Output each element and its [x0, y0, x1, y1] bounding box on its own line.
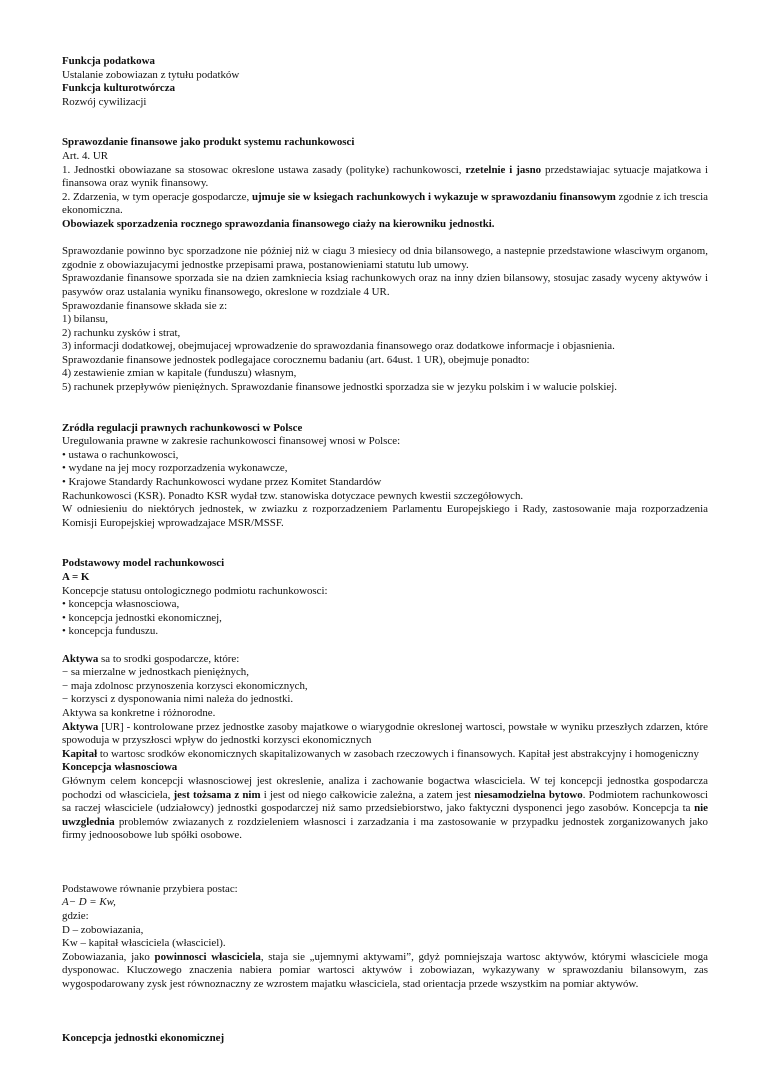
article-ref: Art. 4. UR [62, 149, 108, 162]
heading-funkcja-kulturotworcza: Funkcja kulturotwórcza [62, 82, 176, 95]
paragraph-zobowiazania [62, 951, 708, 992]
bold-run: rzetelnie i jasno [465, 163, 542, 176]
list-item: 5) rachunek przepływów pieniężnych. Sprawozdanie finansowe jednostki sporzadza sie w jezyku polskim i w walucie polskiej. [62, 381, 617, 394]
paragraph-obowiazek: Obowiazek sporzadzenia rocznego sprawozdania finansowego ciaży na kierowniku jednostki. [62, 217, 495, 230]
text-run: przedstawiajac sytuacje majatkowa i finansowa oraz wynik finansowy. [62, 163, 708, 190]
definition-d: D – zobowiazania, [62, 923, 144, 936]
paragraph-kapital [62, 748, 708, 762]
paragraph-zrodla-intro: Uregulowania prawne w zakresie rachunkowosci finansowej wnosi w Polsce: [62, 435, 401, 448]
text-funkcja-kulturotworcza: Rozwój cywilizacji [62, 95, 147, 108]
list-item: • koncepcja własnosciowa, [62, 598, 180, 611]
bold-run: jest tożsama z nim [173, 788, 261, 801]
text-run: to wartosc srodków ekonomicznych skapitalizowanych w zasobach rzeczowych i finansowych. Kapitał jest abstrakcyjny i homogeniczny [97, 747, 699, 760]
paragraph-art4-2 [62, 191, 708, 218]
list-item: • Krajowe Standardy Rachunkowosci wydane przez Komitet Standardów [62, 476, 382, 489]
paragraph-koncepcje-intro: Koncepcje statusu ontologicznego podmiotu rachunkowosci: [62, 584, 328, 597]
heading-sprawozdanie: Sprawozdanie finansowe jako produkt systemu rachunkowosci [62, 136, 355, 149]
heading-jednostka-ekonomiczna: Koncepcja jednostki ekonomicznej [62, 1031, 225, 1044]
list-item: 2) rachunku zysków i strat, [62, 326, 181, 339]
list-item: 1) bilansu, [62, 313, 108, 326]
paragraph-sklada-sie: Sprawozdanie finansowe składa sie z: [62, 299, 228, 312]
paragraph-msr: W odniesieniu do niektórych jednostek, w zwiazku z rozporzadzeniem Parlamentu Europejskiego i Rady, zastosowanie maja rozporzadzenia Komisji Europejskiej wprowadzajace MSR/MSSF. [62, 503, 708, 529]
text-run: zgodnie z ich trescia ekonomiczna. [62, 190, 709, 217]
list-item-continuation: Rachunkowosci (KSR). Ponadto KSR wydał tzw. stanowiska dotyczace pewnych kwestii szczegółowych. [62, 489, 524, 502]
paragraph-koncepcja-wlasnosciowa [62, 775, 708, 843]
paragraph-aktywa [62, 653, 708, 667]
text-run: Głównym celem koncepcji własnosciowej jest okreslenie, analiza i zachowanie bogactwa własciciela. W tej koncepcji jednostka gospodarcza pochodzi od własciciela, [62, 774, 708, 801]
section-model [62, 557, 708, 639]
spacer [62, 992, 708, 1032]
paragraph-art4-1 [62, 164, 708, 191]
text-run: Zobowiazania, jako [62, 950, 155, 963]
text-run: [UR] - kontrolowane przez jednostke zasoby majatkowe o wiarygodnie okreslonej wartosci, powstałe w wyniku przeszłych zdarzen, które spowoduja w przyszłosci wpływ do jednostki korzysci ekonomicznych [62, 720, 708, 747]
text-run: 2. Zdarzenia, w tym operacje gospodarcze, [62, 190, 252, 203]
paragraph-aktywa-definicja [62, 721, 708, 748]
spacer [62, 232, 708, 246]
list-item: • ustawa o rachunkowosci, [62, 448, 179, 461]
paragraph-dzien-bilansowy: Sprawozdanie finansowe sporzada sie na dzien zamkniecia ksiag rachunkowych oraz na inny dzien bilansowy, stosujac zasady wyceny aktywów i pasywów oraz ustalania wyniku finansowego, okreslone w rozdziale 4 UR. [62, 272, 708, 298]
list-item: − korzysci z dysponowania nimi należa do jednostki. [62, 693, 294, 706]
bold-run: powinnosci własciciela [154, 950, 261, 963]
list-item: • koncepcja funduszu. [62, 625, 159, 638]
list-item: 3) informacji dodatkowej, obejmujacej wprowadzenie do sprawozdania finansowego oraz dodatkowe informacje i objasnienia. [62, 340, 615, 353]
text-run: . Podmiotem rachunkowosci sa raczej własciciele (udziałowcy) jednostki gospodarczej niż samo przedsiebiorstwo, jako faktyczni dysponenci jego zasobów. Koncepcja ta [62, 788, 708, 815]
text-run: i jest od niego całkowicie zależna, a zatem jest [260, 788, 475, 801]
text-gdzie: gdzie: [62, 910, 89, 923]
text-run: problemów zwiazanych z rozdzieleniem własnosci i zarzadzania i ma zastosowanie w przypadku jednostek zorganizowanych jako firmy jednoosobowe lub spółki osobowe. [62, 815, 708, 842]
section-funkcje [62, 55, 708, 109]
heading-koncepcja-wlasnosciowa: Koncepcja własnosciowa [62, 761, 178, 774]
bold-run: ujmuje sie w ksiegach rachunkowych i wykazuje w sprawozdaniu finansowym [251, 190, 616, 203]
text-run: sa to srodki gospodarcze, które: [98, 652, 240, 665]
text-run: 1. Jednostki obowiazane sa stosowac okreslone ustawa zasady (polityke) rachunkowosci, [62, 163, 466, 176]
list-item: • wydane na jej mocy rozporzadzenia wykonawcze, [62, 462, 288, 475]
section-zrodla [62, 422, 708, 531]
section-sprawozdanie [62, 136, 708, 231]
paragraph-rownanie-intro: Podstawowe równanie przybiera postac: [62, 882, 238, 895]
equation-a-k: A = K [62, 571, 90, 583]
spacer [62, 109, 708, 136]
equation-a-d-kw: A− D = Kw, [62, 896, 116, 909]
bold-run: Aktywa [62, 652, 99, 665]
heading-zrodla: Zródła regulacji prawnych rachunkowosci w Polsce [62, 421, 303, 434]
list-item: 4) zestawienie zmian w kapitale (funduszu) własnym, [62, 367, 297, 380]
bold-run: niesamodzielna bytowo [474, 788, 583, 801]
section-jednostka-ekonomiczna [62, 1032, 708, 1046]
list-item: − maja zdolnosc przynoszenia korzysci ekonomicznych, [62, 679, 308, 692]
section-aktywa [62, 653, 708, 843]
list-item: − sa mierzalne w jednostkach pieniężnych, [62, 666, 249, 679]
spacer [62, 395, 708, 422]
bold-run: Aktywa [62, 720, 99, 733]
text-run: , staja sie „ujemnymi aktywami”, gdyż pomniejszaja wartosc aktywów, którymi własciciele moga dysponowac. Kluczowego znaczenia nabiera pomiar wartosci aktywów i zobowiazan, wykazywany w sprawozdaniu bilansowym, zas wygospodarowany zysk jest równoznaczny ze wzrostem majatku własciciela, stad orientacja przede wszystkim na pomiar aktywów. [62, 950, 709, 991]
heading-model: Podstawowy model rachunkowosci [62, 557, 225, 570]
spacer [62, 639, 708, 653]
paragraph-badanie: Sprawozdanie finansowe jednostek podlegajace corocznemu badaniu (art. 64ust. 1 UR), obejmuje ponadto: [62, 353, 530, 366]
section-rownanie [62, 883, 708, 992]
bold-run: nie uwzglednia [62, 802, 708, 828]
spacer [62, 530, 708, 557]
definition-kw: Kw – kapitał własciciela (własciciel). [62, 937, 226, 950]
text-funkcja-podatkowa: Ustalanie zobowiazan z tytułu podatków [62, 68, 240, 81]
list-item: • koncepcja jednostki ekonomicznej, [62, 611, 222, 624]
bold-run: Kapitał [62, 747, 98, 760]
section-sprawozdanie-details [62, 245, 708, 395]
paragraph-aktywa-konkretne: Aktywa sa konkretne i różnorodne. [62, 706, 216, 719]
paragraph-termin: Sprawozdanie powinno byc sporzadzone nie później niż w ciagu 3 miesiecy od dnia bilansowego, a nastepnie przedstawione własciwym organom, zgodnie z obowiazujacymi jednostke przepisami prawa, postanowieniami statutu lub umowy. [62, 245, 708, 271]
heading-funkcja-podatkowa: Funkcja podatkowa [62, 55, 155, 67]
spacer [62, 843, 708, 883]
